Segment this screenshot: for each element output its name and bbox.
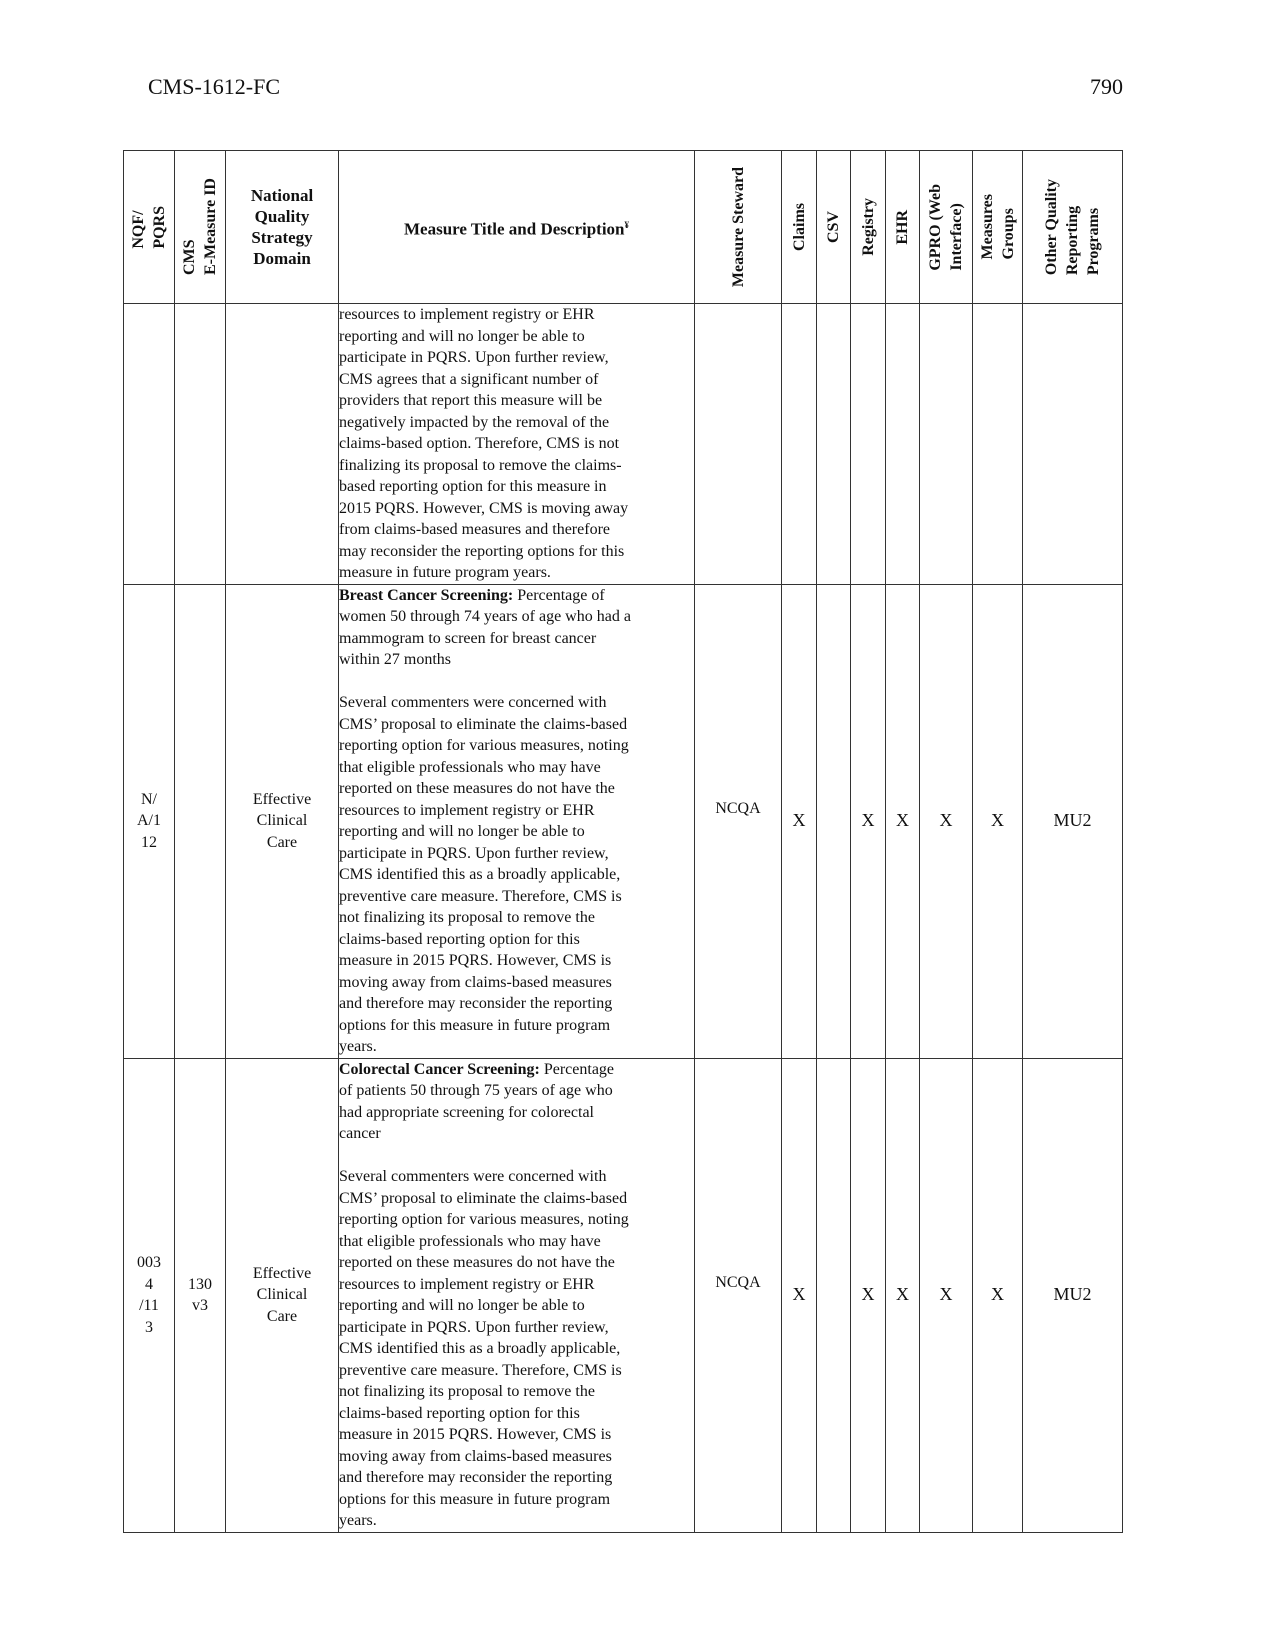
col-header-ehr: EHR: [886, 151, 920, 304]
cell-nqf: N/ A/1 12: [124, 584, 175, 1058]
cell-description: [339, 584, 695, 1058]
col-header-registry: Registry: [851, 151, 886, 304]
cell-description: [339, 1058, 695, 1532]
table-row: [124, 584, 1123, 1058]
cell-claims: X: [782, 584, 817, 1058]
cell-other-programs: [1023, 304, 1123, 585]
cell-steward: NCQA: [695, 1058, 782, 1532]
cell-gpro: X: [920, 1058, 973, 1532]
measures-table: [123, 150, 1123, 1533]
measure-description: Percentage of women 50 through 74 years of age who had a mammogram to screen for breast cancer within 27 months Several commenters were concerned with CMS’ proposal to eliminate the claims-based reporting option for various measures, noting that eligible professionals who may have reported on these measures do not have the resources to implement registry or EHR reporting and will no longer be able to participate in PQRS. Upon further review, CMS identified this as a broadly applicable, preventive care measure. Therefore, CMS is not finalizing its proposal to remove the claims-based reporting option for this measure in 2015 PQRS. However, CMS is moving away from claims-based measures and therefore may reconsider the reporting options for this measure in future program years.: [339, 586, 631, 1055]
measure-description: Percentage of patients 50 through 75 years of age who had appropriate screening for colorectal cancer Several commenters were concerned with CMS’ proposal to eliminate the claims-based reporting option for various measures, noting that eligible professionals who may have reported on these measures do not have the resources to implement registry or EHR reporting and will no longer be able to participate in PQRS. Upon further review, CMS identified this as a broadly applicable, preventive care measure. Therefore, CMS is not finalizing its proposal to remove the claims-based reporting option for this measure in 2015 PQRS. However, CMS is moving away from claims-based measures and therefore may reconsider the reporting options for this measure in future program years.: [339, 1060, 629, 1529]
yen-footnote-mark: ¥: [624, 219, 630, 230]
cell-claims: [782, 304, 817, 585]
cell-measures-groups: X: [973, 1058, 1023, 1532]
document-id: CMS-1612-FC: [148, 74, 281, 99]
cell-other-programs: MU2: [1023, 1058, 1123, 1532]
cell-csv: [817, 584, 851, 1058]
cell-nqf: [124, 304, 175, 585]
cell-nqf: 003 4 /11 3: [124, 1058, 175, 1532]
col-header-nqf-pqrs: NQF/ PQRS: [124, 151, 175, 304]
table-row: [124, 1058, 1123, 1532]
cell-registry: X: [851, 584, 886, 1058]
cell-steward: NCQA: [695, 584, 782, 1058]
cell-steward: [695, 304, 782, 585]
table-row: [124, 304, 1123, 585]
header-row: [124, 151, 1123, 304]
measure-title: Breast Cancer Screening:: [339, 586, 514, 604]
cell-other-programs: MU2: [1023, 584, 1123, 1058]
cell-registry: [851, 304, 886, 585]
measure-description: resources to implement registry or EHR reporting and will no longer be able to participate in PQRS. Upon further review, CMS agrees that a significant number of providers that report this measure will be negatively impacted by the removal of the claims-based option. Therefore, CMS is not finalizing its proposal to remove the claims- based reporting option for this measure in 2015 PQRS. However, CMS is moving away from claims-based measures and therefore may reconsider the reporting options for this measure in future program years.: [339, 306, 629, 581]
cell-measures-groups: [973, 304, 1023, 585]
col-header-cms-emeasure-id: CMS E-Measure ID: [175, 151, 226, 304]
cell-ehr: X: [886, 1058, 920, 1532]
col-header-claims: Claims: [782, 151, 817, 304]
col-header-csv: CSV: [817, 151, 851, 304]
col-header-domain: National Quality Strategy Domain: [226, 151, 339, 304]
col-header-measures-groups: Measures Groups: [973, 151, 1023, 304]
cell-cms-id: [175, 304, 226, 585]
cell-gpro: X: [920, 584, 973, 1058]
col-header-measure-steward: Measure Steward: [695, 151, 782, 304]
cell-claims: X: [782, 1058, 817, 1532]
cell-csv: [817, 304, 851, 585]
cell-cms-id: [175, 584, 226, 1058]
page-number: 790: [1090, 74, 1123, 99]
cell-gpro: [920, 304, 973, 585]
cell-cms-id: 130 v3: [175, 1058, 226, 1532]
cell-measures-groups: X: [973, 584, 1023, 1058]
cell-domain: Effective Clinical Care: [226, 584, 339, 1058]
col-header-gpro: GPRO (Web Interface): [920, 151, 973, 304]
cell-registry: X: [851, 1058, 886, 1532]
col-header-measure-title: Measure Title and Description¥: [339, 151, 695, 304]
cell-domain: [226, 304, 339, 585]
cell-domain: Effective Clinical Care: [226, 1058, 339, 1532]
cell-ehr: [886, 304, 920, 585]
cell-ehr: X: [886, 584, 920, 1058]
measure-title: Colorectal Cancer Screening:: [339, 1060, 540, 1078]
cell-description: [339, 304, 695, 585]
cell-csv: [817, 1058, 851, 1532]
col-header-other-programs: Other Quality Reporting Programs: [1023, 151, 1123, 304]
